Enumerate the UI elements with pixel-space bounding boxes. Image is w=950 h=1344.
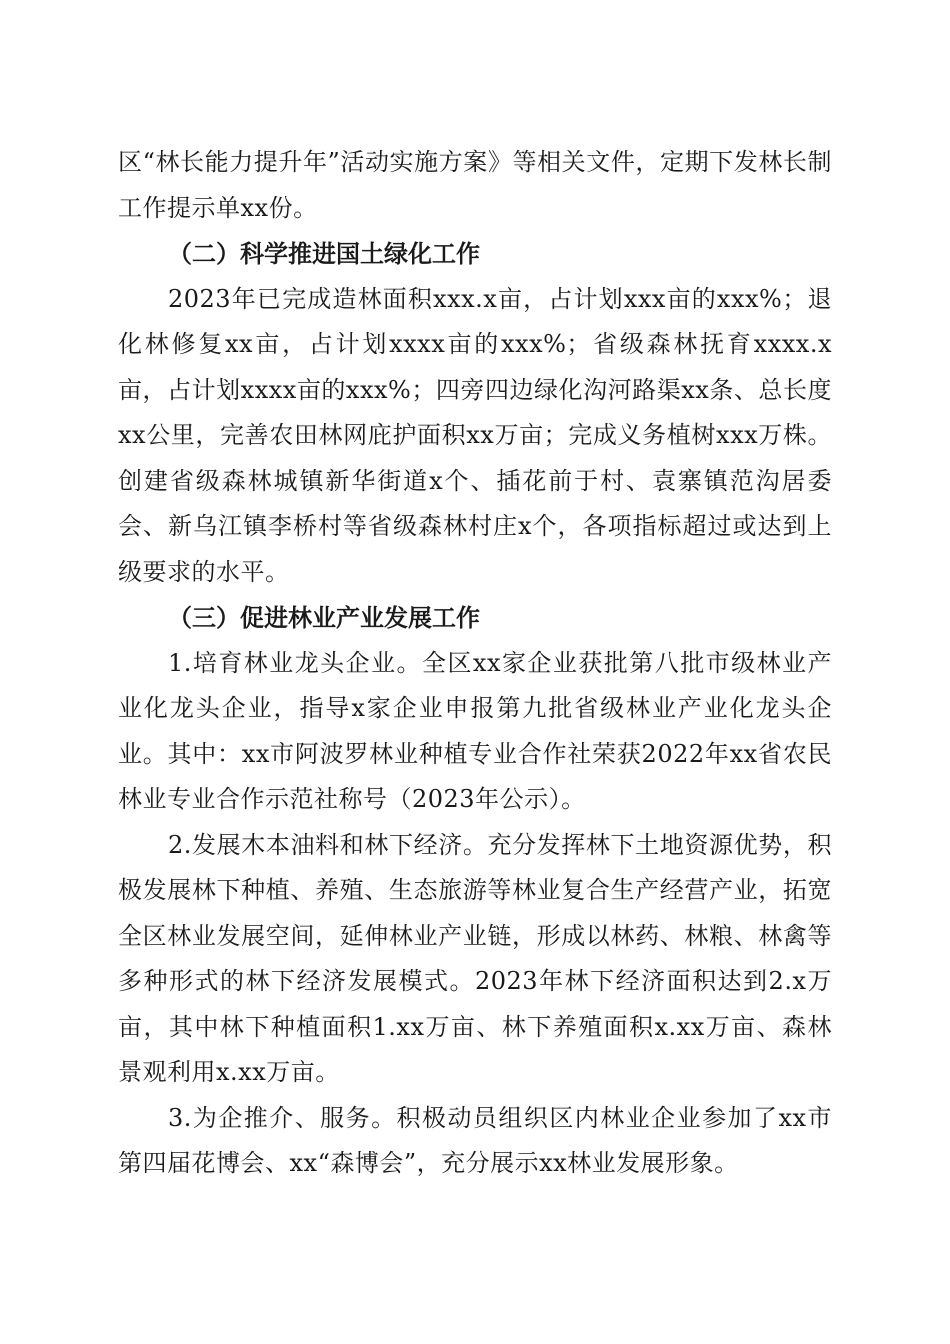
document-body xyxy=(118,140,832,1187)
paragraph-continuation: 区“林长能力提升年”活动实施方案》等相关文件，定期下发林长制工作提示单xx份。 xyxy=(118,148,832,222)
section-heading-3: （三）促进林业产业发展工作 xyxy=(168,603,480,632)
paragraph-leading-enterprises: 1.培育林业龙头企业。全区xx家企业获批第八批市级林业产业化龙头企业，指导x家企业申报第九批省级林业产业化龙头企业。其中：xx市阿波罗林业种植专业合作社荣获2022年xx省农民林业专业合作示范社称号（2023年公示）。 xyxy=(118,648,832,813)
paragraph-afforestation: 2023年已完成造林面积xxx.x亩，占计划xxx亩的xxx%；退化林修复xx亩，占计划xxxx亩的xxx%；省级森林抚育xxxx.x亩，占计划xxxx亩的xxx%；四旁四边绿化沟河路渠xx条、总长度xx公里，完善农田林网庇护面积xx万亩；完成义务植树xxx万株。创建省级森林城镇新华街道x个、插花前于村、袁寨镇范沟居委会、新乌江镇李桥村等省级森林村庄x个，各项指标超过或达到上级要求的水平。 xyxy=(118,284,832,586)
section-heading-2: （二）科学推进国土绿化工作 xyxy=(168,239,480,268)
paragraph-understory-economy: 2.发展木本油料和林下经济。充分发挥林下土地资源优势，积极发展林下种植、养殖、生态旅游等林业复合生产经营产业，拓宽全区林业发展空间，延伸林业产业链，形成以林药、林粮、林禽等多种形式的林下经济发展模式。2023年林下经济面积达到2.x万亩，其中林下种植面积1.xx万亩、林下养殖面积x.xx万亩、森林景观利用x.xx万亩。 xyxy=(118,830,832,1086)
paragraph-enterprise-promotion: 3.为企推介、服务。积极动员组织区内林业企业参加了xx市第四届花博会、xx“森博会”，充分展示xx林业发展形象。 xyxy=(118,1103,832,1177)
